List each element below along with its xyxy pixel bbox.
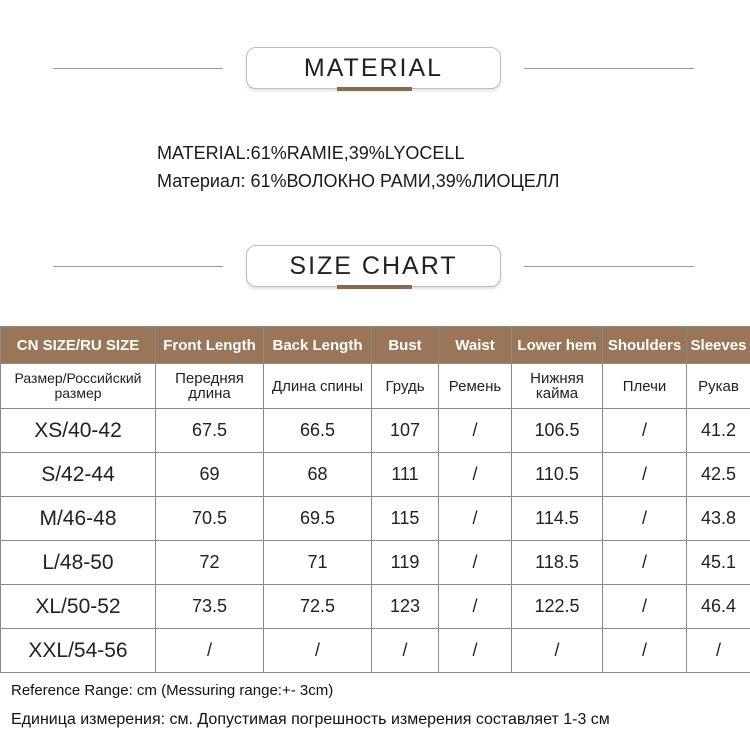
measurement-cell: / — [439, 409, 512, 453]
measurement-cell: 110.5 — [512, 453, 603, 497]
measurement-cell: / — [156, 629, 264, 673]
measurement-cell: / — [603, 585, 687, 629]
reference-range-note-ru: Единица измерения: см. Допустимая погрешность измерения составляет 1-3 см — [11, 711, 610, 728]
column-header: Sleeves — [687, 327, 750, 364]
title-underline — [337, 87, 412, 91]
measurement-cell: / — [603, 453, 687, 497]
column-header: Waist — [439, 327, 512, 364]
table-row — [1, 497, 750, 541]
measurement-cell: / — [439, 585, 512, 629]
size-label-cell: XXL/54-56 — [1, 629, 156, 673]
table-row — [1, 409, 750, 453]
material-text-en: MATERIAL:61%RAMIE,39%LYOCELL — [157, 143, 465, 163]
measurement-cell: 123 — [372, 585, 439, 629]
column-header-ru: Грудь — [372, 364, 439, 409]
measurement-cell: / — [603, 409, 687, 453]
measurement-cell: 107 — [372, 409, 439, 453]
measurement-cell: 118.5 — [512, 541, 603, 585]
measurement-cell: / — [439, 497, 512, 541]
table-header-row — [1, 327, 750, 364]
measurement-cell: 72 — [156, 541, 264, 585]
measurement-cell: 46.4 — [687, 585, 750, 629]
column-header-ru: Рукав — [687, 364, 750, 409]
measurement-cell: 73.5 — [156, 585, 264, 629]
measurement-cell: 43.8 — [687, 497, 750, 541]
measurement-cell: / — [439, 629, 512, 673]
material-section-header — [0, 47, 750, 107]
column-header: CN SIZE/RU SIZE — [1, 327, 156, 364]
size-label-cell: XS/40-42 — [1, 409, 156, 453]
measurement-cell: / — [603, 497, 687, 541]
measurement-cell: / — [264, 629, 372, 673]
size-chart-table — [0, 326, 750, 673]
size-label-cell: S/42-44 — [1, 453, 156, 497]
size-label-cell: M/46-48 — [1, 497, 156, 541]
column-header-ru: Ремень — [439, 364, 512, 409]
measurement-cell: 71 — [264, 541, 372, 585]
measurement-cell: / — [603, 541, 687, 585]
measurement-cell: 72.5 — [264, 585, 372, 629]
divider-line-left — [53, 68, 223, 69]
measurement-cell: 115 — [372, 497, 439, 541]
measurement-cell: 111 — [372, 453, 439, 497]
material-text-ru: Материал: 61%ВОЛОКНО РАМИ,39%ЛИОЦЕЛЛ — [157, 171, 560, 191]
title-underline — [337, 285, 412, 289]
divider-line-left — [53, 266, 223, 267]
divider-line-right — [524, 266, 694, 267]
column-header: Back Length — [264, 327, 372, 364]
column-header: Bust — [372, 327, 439, 364]
material-title: MATERIAL — [246, 47, 501, 89]
measurement-cell: 106.5 — [512, 409, 603, 453]
size-chart-title: SIZE CHART — [246, 245, 501, 287]
size-label-cell: XL/50-52 — [1, 585, 156, 629]
column-header: Front Length — [156, 327, 264, 364]
measurement-cell: 67.5 — [156, 409, 264, 453]
measurement-cell: 41.2 — [687, 409, 750, 453]
measurement-cell: / — [512, 629, 603, 673]
measurement-cell: / — [687, 629, 750, 673]
measurement-cell: 66.5 — [264, 409, 372, 453]
reference-range-note: Reference Range: cm (Messuring range:+- 3cm) — [11, 682, 334, 699]
measurement-cell: 42.5 — [687, 453, 750, 497]
column-header: Shoulders — [603, 327, 687, 364]
table-row — [1, 629, 750, 673]
measurement-cell: / — [372, 629, 439, 673]
divider-line-right — [524, 68, 694, 69]
size-chart-section-header — [0, 245, 750, 305]
measurement-cell: / — [439, 453, 512, 497]
table-header-row-ru — [1, 364, 750, 409]
column-header-ru: Плечи — [603, 364, 687, 409]
measurement-cell: 70.5 — [156, 497, 264, 541]
measurement-cell: 114.5 — [512, 497, 603, 541]
column-header-ru: Нижняя кайма — [512, 364, 603, 409]
table-row — [1, 541, 750, 585]
table-row — [1, 585, 750, 629]
measurement-cell: 69 — [156, 453, 264, 497]
measurement-cell: 122.5 — [512, 585, 603, 629]
size-label-cell: L/48-50 — [1, 541, 156, 585]
column-header-ru: Длина спины — [264, 364, 372, 409]
column-header-ru: Передняя длина — [156, 364, 264, 409]
measurement-cell: 119 — [372, 541, 439, 585]
table-row — [1, 453, 750, 497]
column-header: Lower hem — [512, 327, 603, 364]
measurement-cell: 45.1 — [687, 541, 750, 585]
column-header-ru: Размер/Российский размер — [1, 364, 156, 409]
measurement-cell: 68 — [264, 453, 372, 497]
measurement-cell: / — [439, 541, 512, 585]
measurement-cell: 69.5 — [264, 497, 372, 541]
measurement-cell: / — [603, 629, 687, 673]
